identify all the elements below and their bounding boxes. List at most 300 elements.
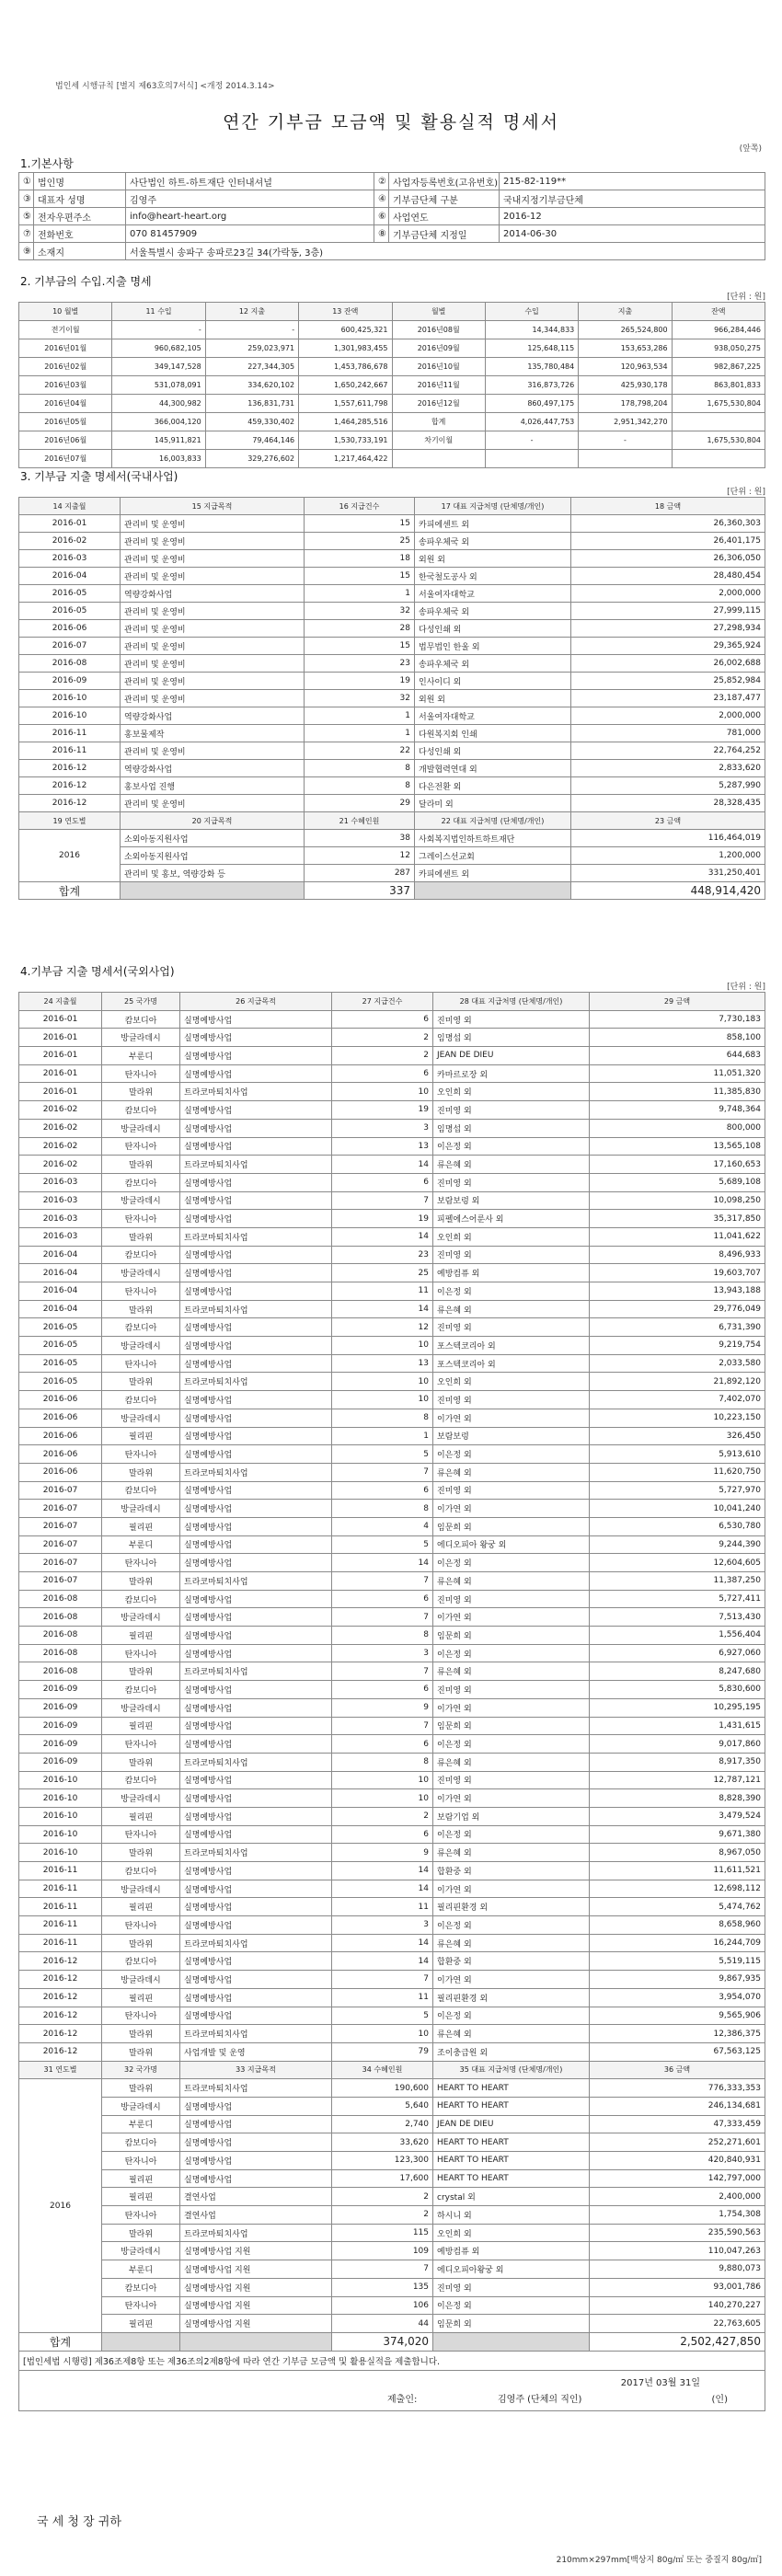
overseas-row bbox=[19, 1391, 765, 1409]
purpose-cell: 실명예방사업 bbox=[180, 2097, 332, 2115]
amount-cell: 2,033,580 bbox=[590, 1354, 765, 1373]
count-cell: 79 bbox=[332, 2042, 433, 2061]
field-label: 기부금단체 지정일 bbox=[389, 225, 500, 243]
month-cell: 전기이월 bbox=[19, 321, 112, 339]
basic-info-section bbox=[18, 155, 765, 260]
amount-cell: 1,650,242,667 bbox=[299, 376, 392, 395]
count-cell: 2,740 bbox=[332, 2115, 433, 2133]
amount-cell: 12,604,605 bbox=[590, 1554, 765, 1572]
overseas-row bbox=[19, 1898, 765, 1916]
purpose-cell: 관리비 및 운영비 bbox=[121, 795, 305, 812]
payee-cell: 카피에센트 외 bbox=[415, 515, 571, 533]
amount-cell: 29,776,049 bbox=[590, 1300, 765, 1318]
count-cell: 13 bbox=[332, 1354, 433, 1373]
payee-cell: 임문희 외 bbox=[433, 1717, 590, 1735]
month-cell: 2016-11 bbox=[19, 1898, 102, 1916]
amount-cell: 22,763,605 bbox=[590, 2315, 765, 2333]
country-cell: 방글라데시 bbox=[102, 1029, 180, 1047]
country-cell: 필리핀 bbox=[102, 1988, 180, 2007]
column-header: 29 금액 bbox=[590, 993, 765, 1011]
amount-cell: 7,730,183 bbox=[590, 1010, 765, 1029]
month-cell: 2016-12 bbox=[19, 2025, 102, 2043]
field-label: 법인명 bbox=[34, 173, 126, 190]
field-label: 사업자등록번호(고유번호) bbox=[389, 173, 500, 190]
purpose-cell: 실명예방사업 bbox=[180, 1029, 332, 1047]
month-cell: 2016-11 bbox=[19, 1934, 102, 1952]
purpose-cell: 실명예방사업 bbox=[180, 1535, 332, 1554]
purpose-cell: 실명예방사업 bbox=[180, 1952, 332, 1971]
column-header: 15 지급목적 bbox=[121, 498, 305, 515]
amount-cell: 9,671,380 bbox=[590, 1825, 765, 1844]
overseas-row bbox=[19, 1627, 765, 1645]
count-cell: 8 bbox=[332, 1753, 433, 1771]
overseas-row bbox=[19, 1427, 765, 1445]
amount-cell: 28,328,435 bbox=[571, 795, 765, 812]
country-cell: 부룬디 bbox=[102, 2260, 180, 2279]
month-cell: 2016-08 bbox=[19, 1662, 102, 1681]
amount-cell: 3,479,524 bbox=[590, 1807, 765, 1825]
amount-cell: - bbox=[112, 321, 205, 339]
purpose-cell: 실명예방사업 bbox=[180, 1717, 332, 1735]
purpose-cell: 실명예방사업 bbox=[180, 1627, 332, 1645]
payee-cell: 류은혜 외 bbox=[433, 1934, 590, 1952]
domestic-row bbox=[19, 550, 765, 568]
count-cell: 1 bbox=[332, 1427, 433, 1445]
column-header: 잔액 bbox=[672, 303, 765, 321]
amount-cell: 21,892,120 bbox=[590, 1373, 765, 1391]
amount-cell: 227,344,305 bbox=[205, 358, 298, 376]
month-cell: 2016-08 bbox=[19, 1608, 102, 1627]
amount-cell: 6,731,390 bbox=[590, 1318, 765, 1337]
field-value: 215-82-119** bbox=[500, 173, 765, 190]
month-cell: 2016-08 bbox=[19, 1644, 102, 1662]
column-header: 수입 bbox=[485, 303, 578, 321]
amount-cell: 246,134,681 bbox=[590, 2097, 765, 2115]
country-cell: 말라위 bbox=[102, 1463, 180, 1481]
column-header: 20 지급목적 bbox=[121, 812, 305, 830]
payee-cell: 류은혜 외 bbox=[433, 1300, 590, 1318]
payee-cell: 류은혜 외 bbox=[433, 2025, 590, 2043]
income-row bbox=[19, 395, 765, 413]
amount-cell: 334,620,102 bbox=[205, 376, 298, 395]
amount-cell: 600,425,321 bbox=[299, 321, 392, 339]
month-cell: 2016-03 bbox=[19, 1227, 102, 1246]
month-cell: 2016-02 bbox=[19, 1137, 102, 1156]
basic-info-title: 1.기본사항 bbox=[20, 157, 74, 170]
month-cell: 2016-06 bbox=[19, 1391, 102, 1409]
purpose-cell: 관리비 및 운영비 bbox=[121, 638, 305, 655]
purpose-cell: 실명예방사업 bbox=[180, 1698, 332, 1717]
empty-cell bbox=[485, 450, 578, 468]
count-cell: 115 bbox=[332, 2224, 433, 2242]
country-cell: 말라위 bbox=[102, 1227, 180, 1246]
count-cell: 8 bbox=[305, 760, 415, 777]
count-cell: 8 bbox=[332, 1500, 433, 1518]
month-cell: 2016-12 bbox=[19, 1971, 102, 1989]
count-cell: 33,620 bbox=[332, 2133, 433, 2152]
purpose-cell: 관리비 및 운영비 bbox=[121, 603, 305, 620]
country-cell: 방글라데시 bbox=[102, 1500, 180, 1518]
count-cell: 7 bbox=[332, 1608, 433, 1627]
column-header: 13 잔액 bbox=[299, 303, 392, 321]
domestic-summary-row bbox=[19, 847, 765, 865]
payee-cell: 합환중 외 bbox=[433, 1862, 590, 1880]
domestic-row bbox=[19, 795, 765, 812]
domestic-row bbox=[19, 638, 765, 655]
overseas-row bbox=[19, 1409, 765, 1427]
total-label: 합계 bbox=[19, 2332, 102, 2351]
domestic-row bbox=[19, 655, 765, 673]
count-cell: 9 bbox=[332, 1844, 433, 1862]
payee-cell: 진미영 외 bbox=[433, 1101, 590, 1120]
country-cell: 캄보디아 bbox=[102, 1318, 180, 1337]
count-cell: 3 bbox=[332, 1916, 433, 1935]
count-cell: 2 bbox=[332, 1047, 433, 1065]
amount-cell: 10,098,250 bbox=[590, 1191, 765, 1210]
month-cell: 2016-01 bbox=[19, 1010, 102, 1029]
column-header: 36 금액 bbox=[590, 2061, 765, 2079]
month-cell: 2016-08 bbox=[19, 655, 121, 673]
overseas-row bbox=[19, 1500, 765, 1518]
month-cell: 2016-12 bbox=[19, 777, 121, 795]
month-cell: 2016-03 bbox=[19, 1210, 102, 1228]
country-cell: 탄자니아 bbox=[102, 1354, 180, 1373]
amount-cell: 12,787,121 bbox=[590, 1771, 765, 1789]
payee-cell: 이은정 외 bbox=[433, 1137, 590, 1156]
purpose-cell: 실명예방사업 지원 bbox=[180, 2315, 332, 2333]
field-number: ④ bbox=[374, 190, 389, 208]
count-cell: 19 bbox=[332, 1210, 433, 1228]
column-header: 12 지출 bbox=[205, 303, 298, 321]
domestic-unit: [단위 : 원] bbox=[727, 488, 765, 497]
amount-cell: 9,219,754 bbox=[590, 1337, 765, 1355]
country-cell: 캄보디아 bbox=[102, 1246, 180, 1264]
country-cell: 방글라데시 bbox=[102, 2097, 180, 2115]
overseas-row bbox=[19, 1753, 765, 1771]
payee-cell: 이은정 외 bbox=[433, 1282, 590, 1301]
overseas-unit: [단위 : 원] bbox=[727, 983, 765, 992]
payee-cell: 서울여자대학교 bbox=[415, 707, 571, 725]
country-cell: 말라위 bbox=[102, 2042, 180, 2061]
purpose-cell: 실명예방사업 bbox=[180, 1988, 332, 2007]
overseas-row bbox=[19, 1825, 765, 1844]
field-label: 소재지 bbox=[34, 243, 126, 260]
payee-cell: 하시니 외 bbox=[433, 2206, 590, 2225]
amount-cell: 79,464,146 bbox=[205, 431, 298, 450]
amount-cell: - bbox=[205, 321, 298, 339]
income-section bbox=[18, 272, 765, 468]
purpose-cell: 실명예방사업 bbox=[180, 1101, 332, 1120]
amount-cell: 1,675,530,804 bbox=[672, 431, 765, 450]
purpose-cell: 실명예방사업 bbox=[180, 2007, 332, 2025]
country-cell: 필리핀 bbox=[102, 1807, 180, 1825]
overseas-summary-row bbox=[19, 2242, 765, 2260]
purpose-cell: 소외아동지원사업 bbox=[121, 830, 305, 847]
purpose-cell: 트라코마퇴치사업 bbox=[180, 1572, 332, 1591]
amount-cell: 960,682,105 bbox=[112, 339, 205, 358]
purpose-cell: 홍보물제작 bbox=[121, 725, 305, 742]
overseas-row bbox=[19, 1517, 765, 1535]
amount-cell: 142,797,000 bbox=[590, 2169, 765, 2188]
month-cell: 2016-10 bbox=[19, 707, 121, 725]
payee-cell: 인사이디 외 bbox=[415, 673, 571, 690]
month-cell: 2016-10 bbox=[19, 1844, 102, 1862]
amount-cell: 800,000 bbox=[590, 1119, 765, 1137]
purpose-cell: 역량강화사업 bbox=[121, 585, 305, 603]
country-cell: 부룬디 bbox=[102, 1047, 180, 1065]
amount-cell: 11,611,521 bbox=[590, 1862, 765, 1880]
payee-cell: 이은정 외 bbox=[433, 1735, 590, 1754]
payee-cell: 다성인쇄 외 bbox=[415, 620, 571, 638]
amount-cell: 11,387,250 bbox=[590, 1572, 765, 1591]
count-cell: 7 bbox=[332, 1572, 433, 1591]
column-header: 34 수혜인원 bbox=[332, 2061, 433, 2079]
amount-cell: 2,400,000 bbox=[590, 2188, 765, 2206]
month-cell: 2016-12 bbox=[19, 1988, 102, 2007]
field-number: ⑦ bbox=[19, 225, 34, 243]
month-cell: 2016-02 bbox=[19, 533, 121, 550]
amount-cell: 1,217,464,422 bbox=[299, 450, 392, 468]
country-cell: 부룬디 bbox=[102, 1535, 180, 1554]
purpose-cell: 관리비 및 운영비 bbox=[121, 550, 305, 568]
overseas-summary-row bbox=[19, 2097, 765, 2115]
payee-cell: 사회복지법인하트하트재단 bbox=[415, 830, 571, 847]
month-cell: 2016-07 bbox=[19, 1517, 102, 1535]
month-cell: 2016-09 bbox=[19, 1681, 102, 1699]
amount-cell: 67,563,125 bbox=[590, 2042, 765, 2061]
purpose-cell: 실명예방사업 bbox=[180, 1789, 332, 1808]
overseas-section bbox=[18, 962, 765, 2411]
payee-cell: JEAN DE DIEU bbox=[433, 1047, 590, 1065]
overseas-title: 4.기부금 지출 명세서(국외사업) bbox=[20, 965, 175, 978]
amount-cell: 331,250,401 bbox=[571, 865, 765, 882]
overseas-row bbox=[19, 1173, 765, 1191]
purpose-cell: 실명예방사업 bbox=[180, 1880, 332, 1898]
overseas-total-row bbox=[19, 2332, 765, 2351]
month-cell: 2016-09 bbox=[19, 1717, 102, 1735]
purpose-cell: 실명예방사업 bbox=[180, 1427, 332, 1445]
purpose-cell: 실명예방사업 bbox=[180, 1119, 332, 1137]
country-cell: 캄보디아 bbox=[102, 1590, 180, 1608]
domestic-row bbox=[19, 585, 765, 603]
amount-cell: 25,852,984 bbox=[571, 673, 765, 690]
amount-cell: 16,003,833 bbox=[112, 450, 205, 468]
purpose-cell: 실명예방사업 bbox=[180, 2133, 332, 2152]
country-cell: 방글라데시 bbox=[102, 1880, 180, 1898]
field-number: ② bbox=[374, 173, 389, 190]
document-title: 연간 기부금 모금액 및 활용실적 명세서 bbox=[223, 112, 559, 132]
count-cell: 8 bbox=[332, 1627, 433, 1645]
overseas-row bbox=[19, 1318, 765, 1337]
amount-cell: 11,051,320 bbox=[590, 1064, 765, 1083]
income-row bbox=[19, 431, 765, 450]
purpose-cell: 실명예방사업 bbox=[180, 1644, 332, 1662]
column-header: 19 연도별 bbox=[19, 812, 121, 830]
income-row bbox=[19, 358, 765, 376]
overseas-row bbox=[19, 1064, 765, 1083]
purpose-cell: 관리비 및 운영비 bbox=[121, 515, 305, 533]
count-cell: 32 bbox=[305, 603, 415, 620]
overseas-row bbox=[19, 1445, 765, 1464]
country-cell: 말라위 bbox=[102, 2025, 180, 2043]
count-cell: 135 bbox=[332, 2278, 433, 2296]
amount-cell: 13,943,188 bbox=[590, 1282, 765, 1301]
count-cell: 14 bbox=[332, 1227, 433, 1246]
amount-cell: 9,244,390 bbox=[590, 1535, 765, 1554]
amount-cell: 1,464,285,516 bbox=[299, 413, 392, 431]
basic-info-row bbox=[19, 225, 765, 243]
payee-cell: 송파우체국 외 bbox=[415, 655, 571, 673]
count-cell: 287 bbox=[305, 865, 415, 882]
purpose-cell: 실명예방사업 bbox=[180, 1264, 332, 1282]
overseas-row bbox=[19, 1029, 765, 1047]
count-cell: 12 bbox=[305, 847, 415, 865]
count-cell: 8 bbox=[305, 777, 415, 795]
amount-cell: 145,911,821 bbox=[112, 431, 205, 450]
count-cell: 11 bbox=[332, 1988, 433, 2007]
basic-info-row bbox=[19, 208, 765, 225]
amount-cell: 329,276,602 bbox=[205, 450, 298, 468]
amount-cell: 8,967,050 bbox=[590, 1844, 765, 1862]
count-cell: 29 bbox=[305, 795, 415, 812]
purpose-cell: 관리비 및 운영비 bbox=[121, 655, 305, 673]
country-cell: 탄자니아 bbox=[102, 2007, 180, 2025]
purpose-cell: 관리비 및 운영비 bbox=[121, 568, 305, 585]
overseas-row bbox=[19, 1191, 765, 1210]
country-cell: 필리핀 bbox=[102, 1717, 180, 1735]
purpose-cell: 실명예방사업 bbox=[180, 1554, 332, 1572]
empty-cell bbox=[180, 2332, 332, 2351]
count-cell: 10 bbox=[332, 1771, 433, 1789]
amount-cell: 2,951,342,270 bbox=[579, 413, 672, 431]
month-cell: 2016년03월 bbox=[19, 376, 112, 395]
payee-cell: 필리핀환경 외 bbox=[433, 1988, 590, 2007]
overseas-summary-row bbox=[19, 2133, 765, 2152]
basic-info-row bbox=[19, 190, 765, 208]
payee-cell: 진미영 외 bbox=[433, 1771, 590, 1789]
domestic-summary-row bbox=[19, 830, 765, 847]
count-cell: 5 bbox=[332, 2007, 433, 2025]
amount-cell: 8,828,390 bbox=[590, 1789, 765, 1808]
month-cell: 2016년10월 bbox=[392, 358, 485, 376]
country-cell: 방글라데시 bbox=[102, 2242, 180, 2260]
amount-cell: 7,513,430 bbox=[590, 1608, 765, 1627]
empty-cell bbox=[121, 882, 305, 900]
month-cell: 2016-06 bbox=[19, 1409, 102, 1427]
overseas-row bbox=[19, 1880, 765, 1898]
amount-cell: - bbox=[579, 431, 672, 450]
count-cell: 14 bbox=[332, 1952, 433, 1971]
country-cell: 캄보디아 bbox=[102, 2133, 180, 2152]
month-cell: 2016-11 bbox=[19, 742, 121, 760]
count-cell: 22 bbox=[305, 742, 415, 760]
amount-cell: 5,689,108 bbox=[590, 1173, 765, 1191]
amount-cell: 2,000,000 bbox=[571, 707, 765, 725]
count-cell: 38 bbox=[305, 830, 415, 847]
field-label: 대표자 성명 bbox=[34, 190, 126, 208]
month-cell: 2016-06 bbox=[19, 1427, 102, 1445]
income-row bbox=[19, 376, 765, 395]
purpose-cell: 실명예방사업 bbox=[180, 1916, 332, 1935]
payee-cell: 이은정 외 bbox=[433, 1554, 590, 1572]
month-cell: 2016-08 bbox=[19, 1590, 102, 1608]
column-header: 월별 bbox=[392, 303, 485, 321]
month-cell: 2016-10 bbox=[19, 1825, 102, 1844]
payee-cell: 다성인쇄 외 bbox=[415, 742, 571, 760]
amount-cell: 5,474,762 bbox=[590, 1898, 765, 1916]
amount-cell: - bbox=[485, 431, 578, 450]
payee-cell: 예방컴퓨 외 bbox=[433, 1264, 590, 1282]
count-cell: 14 bbox=[332, 1156, 433, 1174]
count-cell: 10 bbox=[332, 1373, 433, 1391]
amount-cell: 93,001,786 bbox=[590, 2278, 765, 2296]
amount-cell: 28,480,454 bbox=[571, 568, 765, 585]
amount-cell: 863,801,833 bbox=[672, 376, 765, 395]
count-cell: 3 bbox=[332, 1119, 433, 1137]
payee-cell: 한국철도공사 외 bbox=[415, 568, 571, 585]
payee-cell: crystal 외 bbox=[433, 2188, 590, 2206]
payee-cell: 그레이스선교회 bbox=[415, 847, 571, 865]
payee-cell: 임명섭 외 bbox=[433, 1029, 590, 1047]
purpose-cell: 관리비 및 홍보, 역량강화 등 bbox=[121, 865, 305, 882]
month-cell: 2016-06 bbox=[19, 1445, 102, 1464]
overseas-row bbox=[19, 1554, 765, 1572]
payee-cell: 류은혜 외 bbox=[433, 1662, 590, 1681]
payee-cell: 이가연 외 bbox=[433, 1500, 590, 1518]
total-amount: 2,502,427,850 bbox=[590, 2332, 765, 2351]
payee-cell: 송파우체국 외 bbox=[415, 533, 571, 550]
purpose-cell: 실명예방사업 bbox=[180, 1137, 332, 1156]
payee-cell: 류은혜 외 bbox=[433, 1156, 590, 1174]
country-cell: 탄자니아 bbox=[102, 1210, 180, 1228]
amount-cell: 1,301,983,455 bbox=[299, 339, 392, 358]
purpose-cell: 실명예방사업 bbox=[180, 1971, 332, 1989]
purpose-cell: 트라코마퇴치사업 bbox=[180, 1463, 332, 1481]
purpose-cell: 실명예방사업 bbox=[180, 2169, 332, 2188]
amount-cell: 6,927,060 bbox=[590, 1644, 765, 1662]
domestic-row bbox=[19, 707, 765, 725]
purpose-cell: 역량강화사업 bbox=[121, 760, 305, 777]
payee-cell: 조이충급원 외 bbox=[433, 2042, 590, 2061]
count-cell: 25 bbox=[305, 533, 415, 550]
domestic-row bbox=[19, 673, 765, 690]
amount-cell: 10,295,195 bbox=[590, 1698, 765, 1717]
country-cell: 필리핀 bbox=[102, 2169, 180, 2188]
overseas-summary-row bbox=[19, 2152, 765, 2170]
payee-cell: 송파우체국 외 bbox=[415, 603, 571, 620]
payee-cell: 에디오피아 왕궁 외 bbox=[433, 1535, 590, 1554]
purpose-cell: 실명예방사업 bbox=[180, 1735, 332, 1754]
count-cell: 5 bbox=[332, 1535, 433, 1554]
country-cell: 말라위 bbox=[102, 1844, 180, 1862]
payee-cell: 달라미 외 bbox=[415, 795, 571, 812]
count-cell: 123,300 bbox=[332, 2152, 433, 2170]
count-cell: 6 bbox=[332, 1735, 433, 1754]
column-header: 21 수혜인원 bbox=[305, 812, 415, 830]
payee-cell: 서울여자대학교 bbox=[415, 585, 571, 603]
month-cell: 2016-04 bbox=[19, 1264, 102, 1282]
purpose-cell: 관리비 및 운영비 bbox=[121, 690, 305, 707]
month-cell: 2016-09 bbox=[19, 673, 121, 690]
purpose-cell: 실명예방사업 지원 bbox=[180, 2296, 332, 2315]
payee-cell: 개발협력연대 외 bbox=[415, 760, 571, 777]
domestic-row bbox=[19, 742, 765, 760]
amount-cell: 2,000,000 bbox=[571, 585, 765, 603]
month-cell: 2016-02 bbox=[19, 1101, 102, 1120]
field-label: 전자우편주소 bbox=[34, 208, 126, 225]
column-header: 14 지출월 bbox=[19, 498, 121, 515]
purpose-cell: 실명예방사업 bbox=[180, 1337, 332, 1355]
